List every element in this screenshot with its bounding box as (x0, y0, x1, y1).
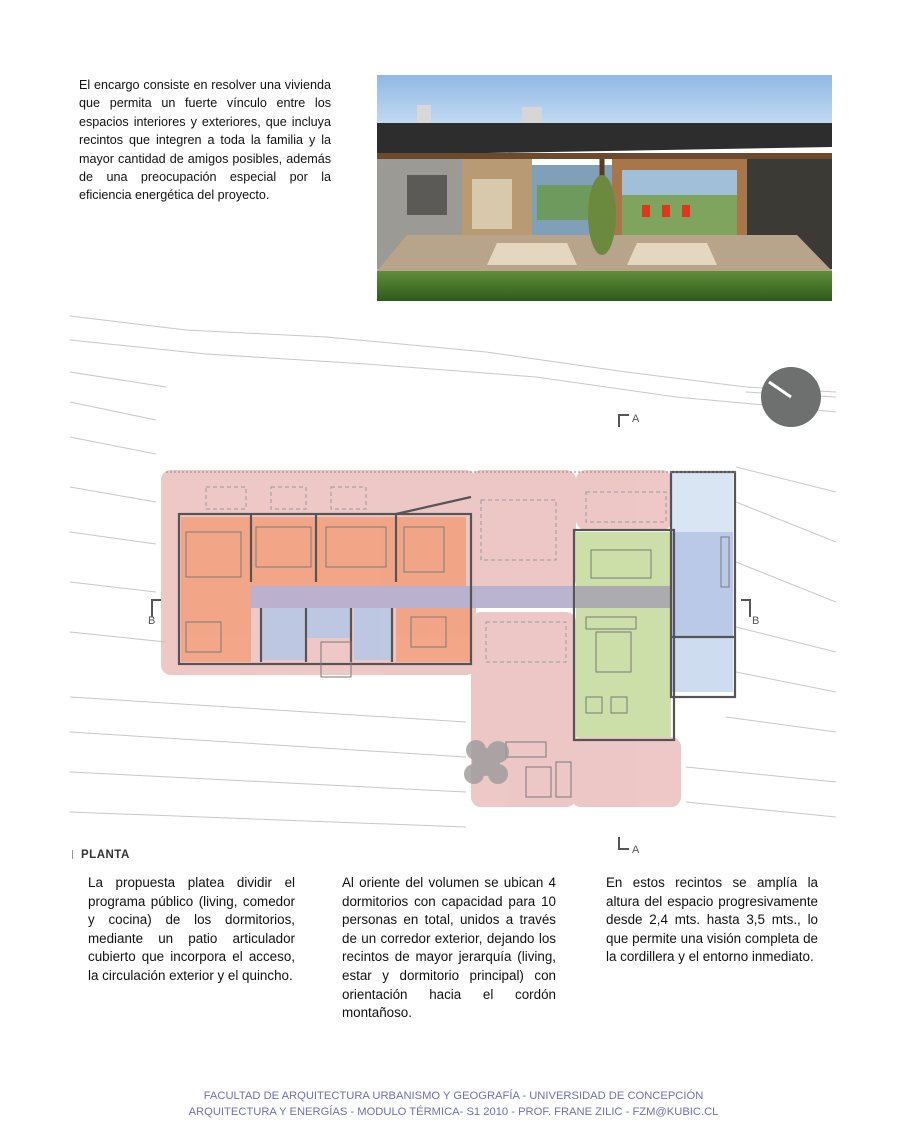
floor-plan (66, 312, 836, 857)
footer-line-2: ARQUITECTURA Y ENERGÍAS - MODULO TÉRMICA- S1 2010 - PROF. FRANE ZILIC - FZM@KUBIC.CL (188, 1105, 719, 1118)
section-a-bottom: A (632, 844, 640, 856)
section-b-right: B (752, 615, 760, 627)
footer (0, 1089, 907, 1120)
section-a-top: A (632, 413, 640, 425)
text-column-3: En estos recintos se amplía la altura del espacio progresivamente desde 2,4 mts. hasta 3,5 mts., lo que permite una visión completa de la cordillera y el entorno inmediato. (606, 875, 818, 965)
plan-label (72, 849, 130, 861)
footer-line-1: FACULTAD DE ARQUITECTURA URBANISMO Y GEOGRAFÍA - UNIVERSIDAD DE CONCEPCIÓN (203, 1090, 704, 1102)
text-column-1: La propuesta platea dividir el programa público (living, comedor y cocina) de los dormitorios, mediante un patio articulador cubierto que incorpora el acceso, la circulación exterior y el quincho. (88, 875, 295, 983)
plan-label-text: PLANTA (81, 849, 130, 861)
house-photo (377, 75, 832, 301)
text-column-2: Al oriente del volumen se ubican 4 dormitorios con capacidad para 10 personas en total, unidos a través de un corredor exterior, dejando los recintos de mayor jerarquía (living, estar y dormitorio principal) con orientación hacia el cordón montañoso. (342, 875, 556, 1021)
intro-paragraph: El encargo consiste en resolver una vivienda que permita un fuerte vínculo entre los espacios interiores y exteriores, que incluya recintos que integren a toda la familia y la mayor cantidad de amigos posibles, además de una preocupación especial por la eficiencia energética del proyecto. (79, 78, 331, 203)
section-b-left: B (148, 615, 156, 627)
plan-label-bar (72, 850, 73, 859)
